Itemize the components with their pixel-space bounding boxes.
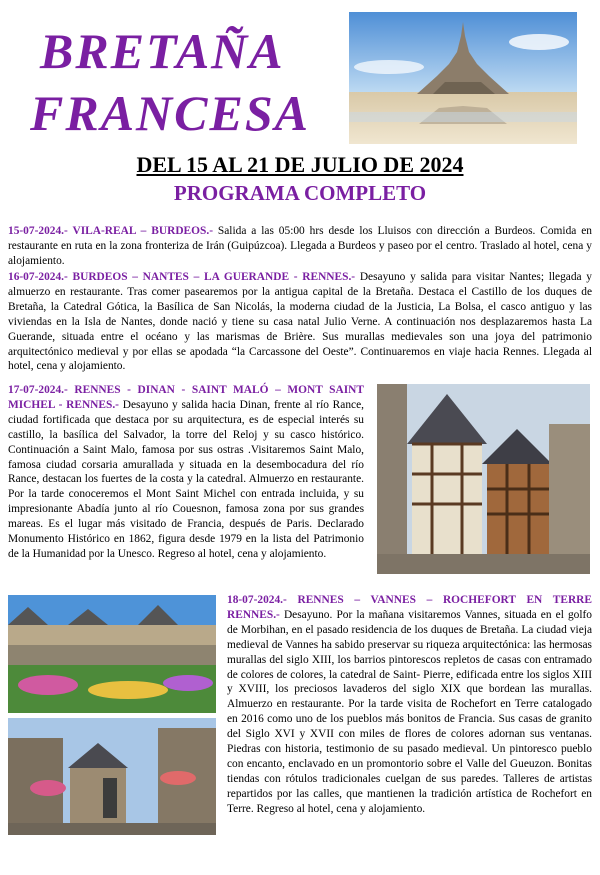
vannes-photo (8, 595, 216, 713)
day-3-heading: 17-07-2024.- RENNES - DINAN - SAINT MALÓ – MONT SAINT MICHEL - RENNES.- (8, 384, 364, 411)
mont-saint-michel-photo (349, 12, 577, 144)
day-3-paragraph (8, 383, 364, 562)
trip-dates: DEL 15 AL 21 DE JULIO DE 2024 (136, 152, 464, 177)
rochefort-photo (8, 718, 216, 835)
day-2-paragraph (8, 270, 592, 374)
program-subtitle: PROGRAMA COMPLETO (173, 181, 427, 205)
day-1-text: Salida a las 05:00 hrs desde los Lluisos con dirección a Burdeos. Comida en restaurante en ruta en la zona fronteriza de Irán (Guipúzcoa). Llegada a Burdeos y paseo por el centro. Traslado al hotel, cena y alojamiento. (8, 225, 592, 267)
title-line-1: BRETAÑA (40, 23, 285, 79)
dinan-photo (377, 384, 590, 574)
day-3-text: Desayuno y salida hacia Dinan, frente al río Rance, ciudad fortificada que destaca por su arquitectura, es de especial interés su castillo, la basílica del Salvador, la torre del Reloj y su casco histórico. Continuación a Saint Malo, famosa por sus ostras .Visitaremos Saint Malo, famosa ciudad corsaria amurallada y situada en la desembocadura del río Rance, destacan los fuertes de la costa y la catedral. Almuerzo en restaurante. Por la tarde conoceremos el Mont Saint Michel con entrada incluida, y su impresionante Abadía junto al río Couesnon, famosa zona por sus grandes mareas. Es el lugar más visitado de Francia, después de Paris. Declarado Monumento Histórico en 1862, figura desde 1979 en la lista del Patrimonio de la Humanidad por la Unesco. Regreso al hotel, cena y alojamiento. (8, 398, 364, 560)
day-2-text: Desayuno y salida para visitar Nantes; llegada y almuerzo en restaurante. Tras comer pasearemos por la antigua capital de la Bretaña. Destaca el Castillo de los duques de Bretaña, la Catedral Gótica, la Basílica de San Nicolás, la moderna ciudad de la Justicia, La Bolsa, el casco antiguo y las viviendas en la Isla de Nantes, donde nació y tiene su casa natal Julio Verne. A continuación nos desplazaremos hasta La Guerande, situada entre el océano y las marismas de Brière. Sus murallas medievales son una joya del patrimonio arquitectónico medieval y por ellas se apodada “la Carcassone del Oeste”. Continuaremos en viaje hacia Rennes. Llegada al hotel, cena y alojamiento. (8, 271, 592, 373)
day-1-heading: 15-07-2024.- VILA-REAL – BURDEOS.- (8, 225, 213, 237)
day-1-paragraph (8, 224, 592, 269)
day-4-paragraph (227, 593, 592, 817)
day-4-heading: 18-07-2024.- RENNES – VANNES – ROCHEFORT EN TERRE RENNES.- (227, 594, 592, 621)
day-2-heading: 16-07-2024.- BURDEOS – NANTES – LA GUERANDE - RENNES.- (8, 271, 356, 283)
title-line-2: FRANCESA (30, 85, 311, 141)
day-4-text: Desayuno. Por la mañana visitaremos Vannes, situada en el golfo de Morbihan, en el pasado residencia de los duques de Bretaña. La ciudad vieja medieval de Vannes ha sabido preservar su riqueza arquitectónica: las hermosas murallas del siglo XIII, los barrios pintorescos repletos de casas con entramado de colores de colores, la catedral de Saint- Pierre, edificada entre los siglos XIII y XVIII, los preciosos lavaderos del siglo XIX que bordean las murallas. Almuerzo en restaurante. Por la tarde visita de Rochefort en Terre catalogado en 2016 como uno de los pueblos más bonitos de Francia. Sus casas de granito del Siglo XVI y XVII con miles de flores de colores adornan sus ventanas. Piedras con historia, testimonio de su pasado medieval. Un pintoresco pueblo con encanto, enclavado en un promontorio sobre el Valle del Gueuzon. Bonitas tiendas con rótulos tradicionales cuelgan de sus paredes. Talleres de artistas repartidos por las calles, que mantienen la tradición artística de Rochefort en Terre. Regreso al hotel, cena y alojamiento. (227, 608, 592, 815)
